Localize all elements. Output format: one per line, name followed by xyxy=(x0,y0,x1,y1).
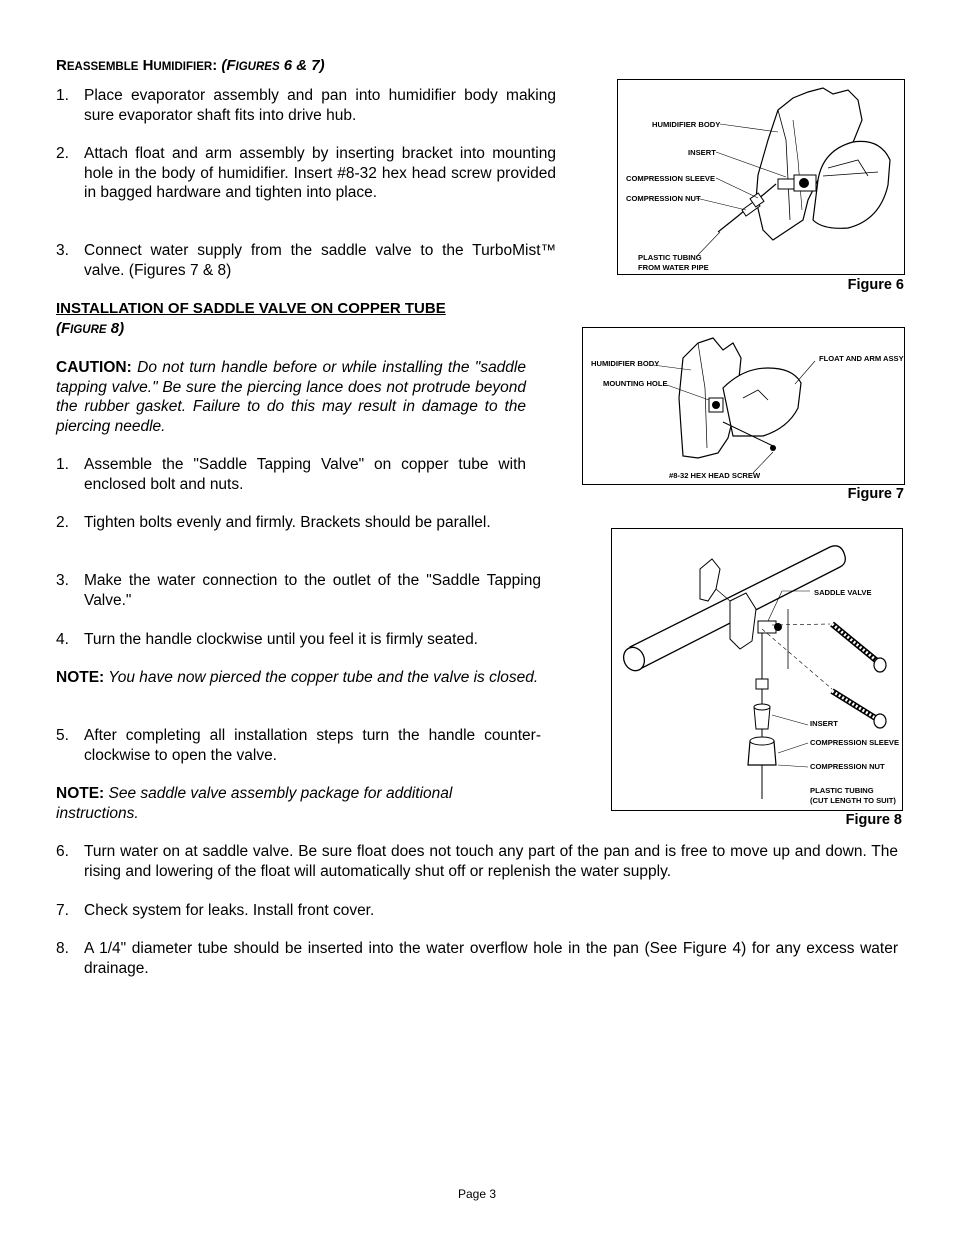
caution-label: CAUTION: xyxy=(56,359,132,376)
label-insert: INSERT xyxy=(688,148,716,157)
label-plastic-tubing-2: (CUT LENGTH TO SUIT) xyxy=(810,796,896,805)
note-paragraph xyxy=(56,784,506,823)
title-part: : xyxy=(212,57,218,74)
note-label: NOTE: xyxy=(56,669,105,686)
title-part: IGURES xyxy=(235,61,280,73)
note-text: See saddle valve assembly package for additional instructions. xyxy=(56,785,453,822)
list-number: 5. xyxy=(56,727,69,744)
list-number: 4. xyxy=(56,631,69,648)
list-number: 3. xyxy=(56,242,69,259)
list-item xyxy=(56,901,898,921)
label-mounting-hole: MOUNTING HOLE xyxy=(603,379,668,388)
caution-paragraph xyxy=(56,358,526,436)
list-text: Check system for leaks. Install front cover. xyxy=(84,902,375,919)
list-text: Connect water supply from the saddle valve to the TurboMist™ valve. (Figures 7 & 8) xyxy=(84,242,556,279)
label-plastic-tubing: PLASTIC TUBING xyxy=(638,253,702,262)
list-number: 7. xyxy=(56,902,69,919)
list-text: Place evaporator assembly and pan into humidifier body making sure evaporator shaft fits into drive hub. xyxy=(84,87,556,124)
list-number: 8. xyxy=(56,940,69,957)
list-number: 6. xyxy=(56,843,69,860)
label-humidifier-body: HUMIDIFIER BODY xyxy=(652,120,721,129)
title-part: 6 & 7) xyxy=(279,57,325,74)
title-part: EASSEMBLE xyxy=(66,61,139,73)
list-text: Turn the handle clockwise until you feel it is firmly seated. xyxy=(84,631,478,648)
label-plastic-tubing-2: FROM WATER PIPE xyxy=(638,263,709,272)
list-text: A 1/4" diameter tube should be inserted into the water overflow hole in the pan (See Figure 4) for any excess water drainage. xyxy=(84,940,898,977)
caution-text: Do not turn handle before or while installing the "saddle tapping valve." Be sure the piercing lance does not protrude beyond the rubber gasket. Failure to do this may result in damage to the piercing needle. xyxy=(56,359,526,435)
section-title-reassemble xyxy=(56,57,325,74)
list-item xyxy=(56,513,526,553)
list-item xyxy=(56,939,898,979)
title-part: 8) xyxy=(106,320,125,337)
label-insert: INSERT xyxy=(810,719,838,728)
label-saddle-valve: SADDLE VALVE xyxy=(814,588,872,597)
label-compression-sleeve: COMPRESSION SLEEVE xyxy=(626,174,716,183)
list-number: 1. xyxy=(56,456,69,473)
note-text: You have now pierced the copper tube and the valve is closed. xyxy=(104,669,539,686)
label-compression-nut: COMPRESSION NUT xyxy=(626,194,701,203)
figure-8-caption: Figure 8 xyxy=(845,812,902,828)
list-item xyxy=(56,726,541,766)
list-text: Turn water on at saddle valve. Be sure float does not touch any part of the pan and is free to move up and down. The rising and lowering of the float will automatically shut off or replenish the water supply. xyxy=(84,843,898,880)
label-compression-sleeve: COMPRESSION SLEEVE xyxy=(810,738,900,747)
figure-8 xyxy=(611,528,903,811)
list-item xyxy=(56,630,541,650)
figure-6-illustration xyxy=(618,80,904,274)
title-part: (F xyxy=(56,320,71,337)
list-item xyxy=(56,241,556,281)
note-paragraph xyxy=(56,668,541,688)
list-number: 1. xyxy=(56,87,69,104)
figure-7-caption: Figure 7 xyxy=(847,486,904,502)
section-subtitle-saddle xyxy=(56,320,124,337)
figure-6-caption: Figure 6 xyxy=(847,277,904,293)
title-part: IGURE xyxy=(70,324,107,336)
list-item xyxy=(56,144,556,224)
label-compression-nut: COMPRESSION NUT xyxy=(810,762,885,771)
figure-7-illustration xyxy=(583,328,904,484)
list-text: Make the water connection to the outlet of the "Saddle Tapping Valve." xyxy=(84,572,541,609)
label-float-arm: FLOAT AND ARM ASSY xyxy=(819,354,904,363)
figure-6 xyxy=(617,79,905,275)
figure-7 xyxy=(582,327,905,485)
list-text: Attach float and arm assembly by inserting bracket into mounting hole in the body of humidifier. Insert #8-32 hex head screw provided in bagged hardware and tighten into place. xyxy=(84,145,556,201)
label-humidifier-body: HUMIDIFIER BODY xyxy=(591,359,660,368)
list-item xyxy=(56,455,526,495)
list-item xyxy=(56,86,556,126)
figure-8-illustration xyxy=(612,529,902,810)
page-number: Page 3 xyxy=(457,1187,497,1201)
label-hex-screw: #8-32 HEX HEAD SCREW xyxy=(669,471,761,480)
list-item xyxy=(56,842,898,882)
list-number: 3. xyxy=(56,572,69,589)
title-part: UMIDIFIER xyxy=(153,61,213,73)
label-plastic-tubing: PLASTIC TUBING xyxy=(810,786,874,795)
list-text: Assemble the "Saddle Tapping Valve" on copper tube with enclosed bolt and nuts. xyxy=(84,456,526,493)
title-part: H xyxy=(138,57,154,74)
title-part: R xyxy=(56,57,67,74)
list-item xyxy=(56,571,541,611)
list-text: After completing all installation steps turn the handle counter-clockwise to open the valve. xyxy=(84,727,541,764)
list-number: 2. xyxy=(56,145,69,162)
section-title-saddle: INSTALLATION OF SADDLE VALVE ON COPPER TUBE xyxy=(56,300,446,317)
list-text: Tighten bolts evenly and firmly. Brackets should be parallel. xyxy=(84,514,491,531)
note-label: NOTE: xyxy=(56,785,105,802)
title-part: (F xyxy=(217,57,236,74)
list-number: 2. xyxy=(56,514,69,531)
